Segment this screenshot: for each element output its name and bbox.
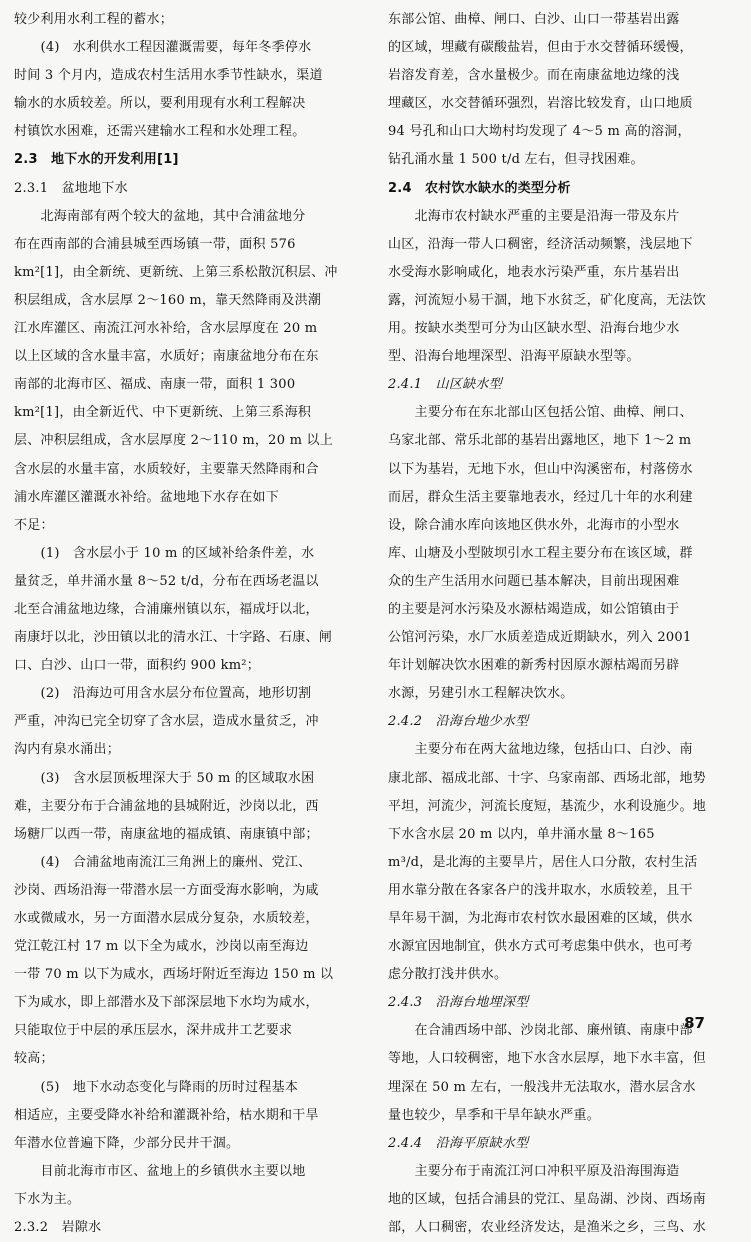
text-line: 岩溶发育差，含水量极少。而在南康盆地边缘的浅 [388,68,680,84]
text-line: 用水靠分散在各家各户的浅井取水，水质较差，且干 [388,882,693,898]
text-line: (1) 含水层小于 10 m 的区域补给条件差，水 [14,545,315,561]
section-heading: 2.4 农村饮水缺水的类型分析 [388,180,571,196]
text-line: 钻孔涌水量 1 500 t/d 左右，但寻找困难。 [388,152,644,168]
text-line: 党江乾江村 17 m 以下全为咸水，沙岗以南至海边 [14,939,309,955]
subsection-heading: 2.3.2 岩隙水 [14,1220,102,1236]
text-line: m³/d，是北海的主要旱片，居住人口分散，农村生活 [388,854,698,870]
text-line: 东部公馆、曲樟、闸口、白沙、山口一带基岩出露 [388,12,680,27]
text-line: (3) 含水层顶板埋深大于 50 m 的区域取水困 [14,770,315,786]
text-line: 平坦，河流少，河流长度短，基流少，水利设施少。地 [388,798,707,814]
section-heading: 2.3 地下水的开发利用[1] [14,152,179,168]
text-line: 层、冲积层组成，含水层厚度 2～110 m，20 m 以上 [14,433,334,449]
text-line: 露，河流短小易干涸，地下水贫乏，矿化度高，无法饮 [388,292,707,308]
text-line: 的区域，埋藏有碳酸盐岩，但由于水交替循环缓慢， [388,40,693,56]
text-line: 布在西南部的合浦县城至西场镇一带，面积 576 [14,236,296,252]
text-line: 等地，人口较稠密，地下水含水层厚，地下水丰富，但 [388,1051,707,1067]
text-line: 而居，群众生活主要靠地表水，经过几十年的水利建 [388,489,693,505]
text-line: 时间 3 个月内，造成农村生活用水季节性缺水，渠道 [14,68,323,84]
text-line: 输水的水质较差。所以，要利用现有水利工程解决 [14,96,306,112]
text-line: 乌家北部、常乐北部的基岩出露地区，地下 1～2 m [388,433,692,449]
text-line: 不足： [14,517,54,533]
text-line: 下水为主。 [14,1191,81,1207]
text-line: 较少利用水利工程的蓄水； [14,12,174,27]
text-line: 量也较少，旱季和干旱年缺水严重。 [388,1107,601,1123]
text-line: 沟内有泉水涌出； [14,742,121,758]
text-line: 严重，冲沟已完全切穿了含水层，造成水量贫乏，冲 [14,714,319,730]
text-line: 以上区域的含水量丰富，水质好；南康盆地分布在东 [14,349,319,365]
text-line: 主要分布于南流江河口冲积平原及沿海围海造 [388,1163,680,1179]
text-line: 下水含水层 20 m 以内，单井涌水量 8～165 [388,826,655,842]
text-line: 较高； [14,1051,54,1067]
text-line: 主要分布在两大盆地边缘，包括山口、白沙、南 [388,742,693,758]
text-line: 村镇饮水困难，还需兴建输水工程和水处理工程。 [14,124,306,140]
text-line: 部，人口稠密，农业经济发达，是渔米之乡，三鸟、水 [388,1220,707,1236]
subsection-heading: 2.4.1 山区缺水型 [388,377,502,393]
text-line: 公馆河污染，水厂水质差造成近期缺水，列入 2001 [388,630,692,646]
text-line: 94 号孔和山口大坳村均发现了 4～5 m 高的溶洞， [388,124,691,140]
text-line: 水源，另建引水工程解决饮水。 [388,686,574,702]
text-line: km²[1]，由全新近代、中下更新统、上第三系海积 [14,405,312,421]
text-line: 积层组成，含水层厚 2～160 m，靠天然降雨及洪潮 [14,292,322,308]
text-line: 水或微咸水，另一方面潜水层成分复杂，水质较差， [14,911,319,926]
text-line: 一带 70 m 以下为咸水，西场圩附近至海边 150 m 以 [14,967,334,983]
text-line: 的主要是河水污染及水源枯竭造成，如公馆镇由于 [388,601,680,617]
text-line: 康北部、福成北部、十字、乌家南部、西场北部，地势 [388,770,707,786]
text-line: 量贫乏，单井涌水量 8～52 t/d，分布在西场老温以 [14,573,319,589]
subsection-heading: 2.3.1 盆地地下水 [14,180,128,196]
text-line: 难，主要分布于合浦盆地的县城附近，沙岗以北，西 [14,798,319,814]
text-line: 旱年易干涸，为北海市农村饮水最困难的区域，供水 [388,911,693,926]
text-line: 设，除合浦水库向该地区供水外，北海市的小型水 [388,517,680,533]
text-line: 山区，沿海一带人口稠密，经济活动频繁，浅层地下 [388,236,693,252]
text-line: 南部的北海市区、福成、南康一带，面积 1 300 [14,377,296,393]
text-line: 目前北海市市区、盆地上的乡镇供水主要以地 [14,1163,306,1179]
text-line: 口、白沙、山口一带，面积约 900 km²； [14,658,260,674]
left-column [14,6,350,1242]
subsection-heading: 2.4.2 沿海台地少水型 [388,714,529,730]
right-column [388,6,724,1242]
subsection-heading: 2.4.3 沿海台地埋深型 [388,995,529,1011]
text-line: (5) 地下水动态变化与降雨的历时过程基本 [14,1079,299,1095]
text-line: (4) 合浦盆地南流江三角洲上的廉州、党江、 [14,854,312,870]
text-line: 埋藏区，水交替循环强烈，岩溶比较发育，山口地质 [388,96,693,112]
text-line: 以下为基岩，无地下水，但山中沟溪密布，村落傍水 [388,461,693,477]
text-line: 场糖厂以西一带，南康盆地的福成镇、南康镇中部； [14,826,319,842]
text-line: 相适应，主要受降水补给和灌溉补给，枯水期和干旱 [14,1107,319,1123]
text-line: km²[1]，由全新统、更新统、上第三系松散沉积层、冲 [14,264,338,280]
text-line: 只能取位于中层的承压层水，深井成井工艺要求 [14,1023,293,1039]
text-line: 水受海水影响咸化，地表水污染严重，东片基岩出 [388,264,680,280]
text-line: 库、山塘及小型陂坝引水工程主要分布在该区域，群 [388,545,693,561]
subsection-heading: 2.4.4 沿海平原缺水型 [388,1135,529,1151]
text-line: 含水层的水量丰富，水质较好，主要靠天然降雨和合 [14,461,319,477]
text-line: 北海市农村缺水严重的主要是沿海一带及东片 [388,208,680,224]
text-line: (4) 水利供水工程因灌溉需要，每年冬季停水 [14,40,312,56]
text-line: 江水库灌区、南流江河水补给，含水层厚度在 20 m [14,321,318,337]
text-line: 年潜水位普遍下降，少部分民井干涸。 [14,1135,240,1151]
text-line: 下为咸水，即上部潜水及下部深层地下水均为咸水， [14,995,319,1011]
text-line: 水源宜因地制宜，供水方式可考虑集中供水，也可考 [388,939,693,955]
text-line: 埋深在 50 m 左右，一般浅井无法取水，潜水层含水 [388,1079,696,1095]
text-line: 北至合浦盆地边缘，合浦廉州镇以东，福成圩以北， [14,601,319,617]
text-line: 年计划解决饮水困难的新秀村因原水源枯竭而另辟 [388,658,680,674]
text-line: 众的生产生活用水问题已基本解决，目前出现困难 [388,573,680,589]
text-line: 在合浦西场中部、沙岗北部、廉州镇、南康中部 [388,1023,693,1039]
text-line: 虑分散打浅井供水。 [388,967,508,983]
page-number: 87 [684,1014,705,1032]
text-line: 南康圩以北，沙田镇以北的清水江、十字路、石康、闸 [14,630,333,646]
text-line: 地的区域，包括合浦县的党江、星岛湖、沙岗、西场南 [388,1191,707,1207]
text-line: (2) 沿海边可用含水层分布位置高，地形切割 [14,686,312,702]
text-line: 主要分布在东北部山区包括公馆、曲樟、闸口、 [388,405,693,421]
text-line: 用。按缺水类型可分为山区缺水型、沿海台地少水 [388,321,680,337]
text-line: 沙岗、西场沿海一带潜水层一方面受海水影响，为咸 [14,882,319,898]
text-line: 北海南部有两个较大的盆地，其中合浦盆地分 [14,208,306,224]
text-line: 浦水库灌区灌溉水补给。盆地地下水存在如下 [14,489,280,505]
text-line: 型、沿海台地埋深型、沿海平原缺水型等。 [388,349,640,365]
